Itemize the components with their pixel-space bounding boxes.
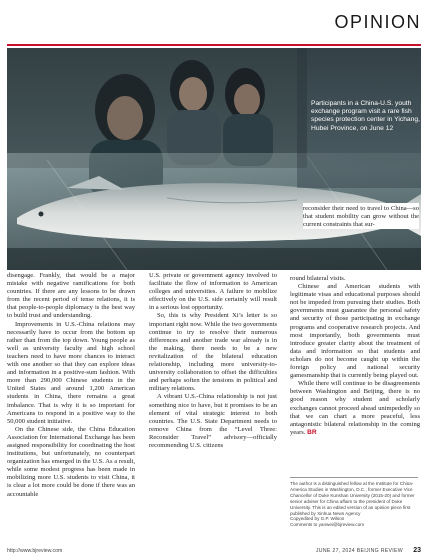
header-rule	[7, 44, 421, 46]
page-footer	[7, 548, 421, 558]
author-bio	[290, 477, 418, 528]
paragraph: So, this is why President Xi’s letter is so important right now. While the two governments continue to try to resolve their numerous differences and another trade war already is in the making, there needs to be a new revitalization of the bilateral education relationship, including more university-to-university collaboration to offset the difficulties and perhaps soften the tensions in political and military relations.	[149, 312, 277, 393]
copyedit-credit: Copyedited by G.P. Wilson	[290, 516, 345, 522]
paragraph: A vibrant U.S.-China relationship is not just something nice to have, but it promises to be an element of vital strategic interest to both countries. The U.S. State Department needs to remove China from the “Level Three: Reconsider Travel” advisory—officially recommending U.S. citizens	[149, 393, 277, 449]
paragraph: Chinese and American students with legitimate visas and educational purposes should not be impeded from pursuing their studies. Both governments must guarantee the personal safety and security of those participating in exchange programs and cooperative research projects. And most importantly, both governments must introduce greater clarity about the treatment of data and information so that students and scholars do not become caught up within the foreign policy and national security gamesmanship that is currently being played out.	[290, 283, 420, 380]
end-mark: BR	[307, 428, 317, 436]
section-header	[0, 0, 427, 44]
bio-text: The author is a distinguished fellow at the Institute for China-America Studies in Washington, D.C., former Executive Vice Chancellor of Duke Kunshan University (2015-20) and former senior adviser for China affairs to the president of Duke University. This is an edited version of an opinion piece first published by Xinhua News Agency	[290, 481, 415, 516]
paragraph: disengage. Frankly, that would be a major mistake with negative ramifications for both countries. If there are any lessons to be drawn from the recent period of tense relations, it is that people-to-people diplomacy is the best way to build trust and understanding.	[7, 272, 135, 320]
column-1	[7, 272, 135, 499]
paragraph: reconsider their need to travel to China—so that student mobility can grow without the current constraints that sur-	[303, 205, 419, 229]
section-title: OPINION	[334, 12, 421, 32]
paragraph	[290, 380, 420, 437]
column-2	[149, 272, 277, 450]
paragraph: Improvements in U.S.-China relations may necessarily have to occur from the bottom up rather than from the top down. Young people as well as university faculty and high school teachers need to have more chances to interact with one another so that they can explore ideas and information in a positive-sum fashion. With more than 290,000 Chinese students in the United States and around 1,200 American students in China, there remains a great imbalance. That is why it is so important for Americans to respond in a positive way to the 50,000 student initiative.	[7, 320, 135, 425]
paragraph: U.S. private or government agency involved to facilitate the flow of information to American colleges and universities. A failure to mobilize effectively on the U.S. side certainly will result in a serious lost opportunity.	[149, 272, 277, 312]
paragraph: round bilateral visits.	[290, 275, 346, 282]
page-number: 23	[413, 547, 421, 554]
column-3	[290, 275, 420, 437]
footer-publication: JUNE 27, 2024 BEIJING REVIEW	[315, 548, 403, 554]
comments-email[interactable]: Comments to yanwei@bjreview.com	[290, 522, 365, 528]
footer-url[interactable]: http://www.bjreview.com	[7, 548, 63, 554]
article-photo	[7, 48, 421, 270]
photo-illustration	[7, 48, 421, 270]
closing-paragraph-text: While there will continue to be disagreements between Washington and Beijing, there is no good reason why student and scholarly exchanges cannot proceed ahead unimpededly so that we can chart a more peaceful, less antagonistic bilateral relationship in the coming years.	[290, 380, 420, 436]
paragraph: On the Chinese side, the China Education Association for International Exchange has been assigned responsibility for coordinating the host institutions, but unfortunately, no counterpart organization has emerged in the U.S. As a result, while some modest progress has been made in mobilizing more U.S. students to visit China, it is clear a lot more could be done if there was an accountable	[7, 425, 135, 498]
photo-caption: Participants in a China-U.S. youth exchange program visit a rare fish species protection center in Yichang, Hubei Province, on June 12	[311, 100, 420, 132]
column-3-top-text	[303, 203, 419, 229]
